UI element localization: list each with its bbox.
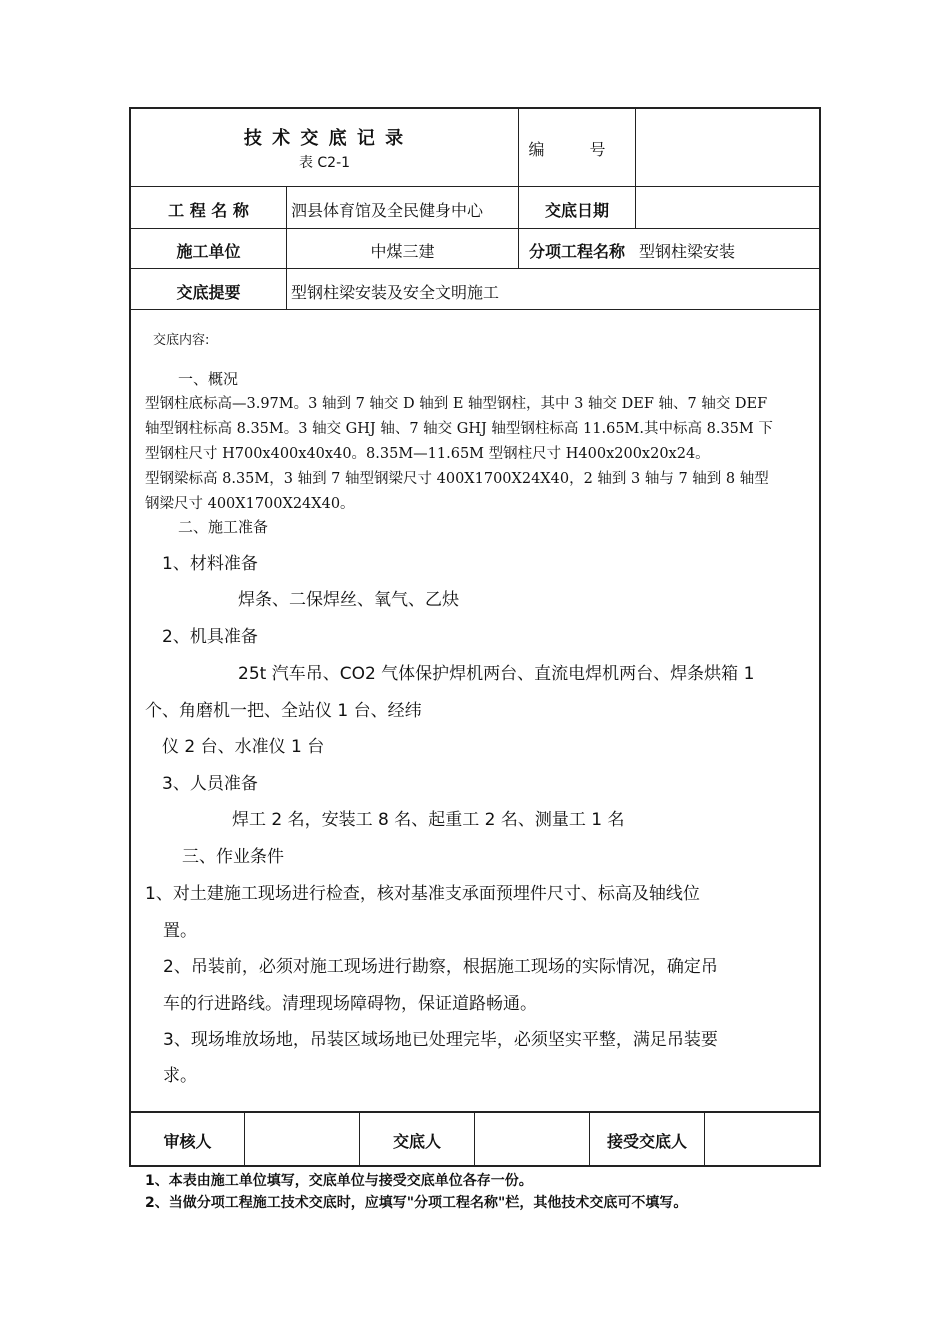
section-3-2-line-2: 车的行进路线。清理现场障碍物，保证道路畅通。 <box>163 994 537 1014</box>
section-1-line-5: 钢梁尺寸 400X1700X24X40。 <box>145 496 355 512</box>
reviewer-label: 审核人 <box>163 1132 212 1151</box>
section-2-1-body: 焊条、二保焊丝、氧气、乙炔 <box>238 590 459 610</box>
section-2-1-title: 1、材料准备 <box>162 554 258 574</box>
section-2-title: 二、施工准备 <box>178 518 269 536</box>
project-name-value: 泗县体育馆及全民健身中心 <box>291 201 484 220</box>
number-label: 编 号 <box>528 140 626 159</box>
subproject-value: 型钢柱梁安装 <box>639 242 736 261</box>
summary-value: 型钢柱梁安装及安全文明施工 <box>291 283 500 302</box>
date-label: 交底日期 <box>544 201 609 220</box>
section-3-3-line-2: 求。 <box>163 1066 197 1086</box>
presenter-label: 交底人 <box>392 1132 441 1151</box>
section-1-line-3: 型钢柱尺寸 H700x400x40x40。8.35M—11.65M 型钢柱尺寸 H400x200x20x24。 <box>145 446 710 462</box>
section-2-2-title: 2、机具准备 <box>162 627 258 647</box>
document-title: 技 术 交 底 记 录 <box>243 128 406 149</box>
content-heading: 交底内容: <box>153 333 210 348</box>
subproject-label: 分项工程名称 <box>528 242 625 261</box>
footnote-1: 1、本表由施工单位填写，交底单位与接受交底单位各存一份。 <box>145 1173 533 1189</box>
section-3-1-line-1: 1、对土建施工现场进行检查，核对基准支承面预埋件尺寸、标高及轴线位 <box>145 884 700 904</box>
section-2-3-body: 焊工 2 名，安装工 8 名、起重工 2 名、测量工 1 名 <box>232 810 625 830</box>
section-3-title: 三、作业条件 <box>182 847 284 867</box>
section-2-3-title: 3、人员准备 <box>162 774 258 794</box>
section-3-3-line-1: 3、现场堆放场地，吊装区域场地已处理完毕，必须坚实平整，满足吊装要 <box>163 1030 718 1050</box>
section-3-2-line-1: 2、吊装前，必须对施工现场进行勘察，根据施工现场的实际情况，确定吊 <box>163 957 718 977</box>
section-1-line-2: 轴型钢柱标高 8.35M。3 轴交 GHJ 轴、7 轴交 GHJ 轴型钢柱标高 11.65M.其中标高 8.35M 下 <box>145 421 773 437</box>
summary-label: 交底提要 <box>176 283 241 302</box>
section-2-2-line-3: 仪 2 台、水准仪 1 台 <box>162 737 325 757</box>
receiver-label: 接受交底人 <box>606 1132 687 1151</box>
section-1-line-4: 型钢梁标高 8.35M，3 轴到 7 轴型钢梁尺寸 400X1700X24X40，2 轴到 3 轴与 7 轴到 8 轴型 <box>145 471 769 487</box>
section-3-1-line-2: 置。 <box>163 921 197 941</box>
footnote-2: 2、当做分项工程施工技术交底时，应填写"分项工程名称"栏，其他技术交底可不填写。 <box>145 1195 688 1211</box>
section-1-title: 一、概况 <box>178 370 239 388</box>
contractor-label: 施工单位 <box>176 242 241 261</box>
section-1-line-1: 型钢柱底标高—3.97M。3 轴到 7 轴交 D 轴到 E 轴型钢柱，其中 3 轴交 DEF 轴、7 轴交 DEF <box>145 396 768 412</box>
contractor-value: 中煤三建 <box>370 242 435 261</box>
project-name-label: 工 程 名 称 <box>168 201 249 220</box>
section-2-2-line-1: 25t 汽车吊、CO2 气体保护焊机两台、直流电焊机两台、焊条烘箱 1 <box>238 664 755 684</box>
section-2-2-line-2: 个、角磨机一把、全站仪 1 台、经纬 <box>145 701 422 721</box>
form-code: 表 C2-1 <box>298 155 351 171</box>
